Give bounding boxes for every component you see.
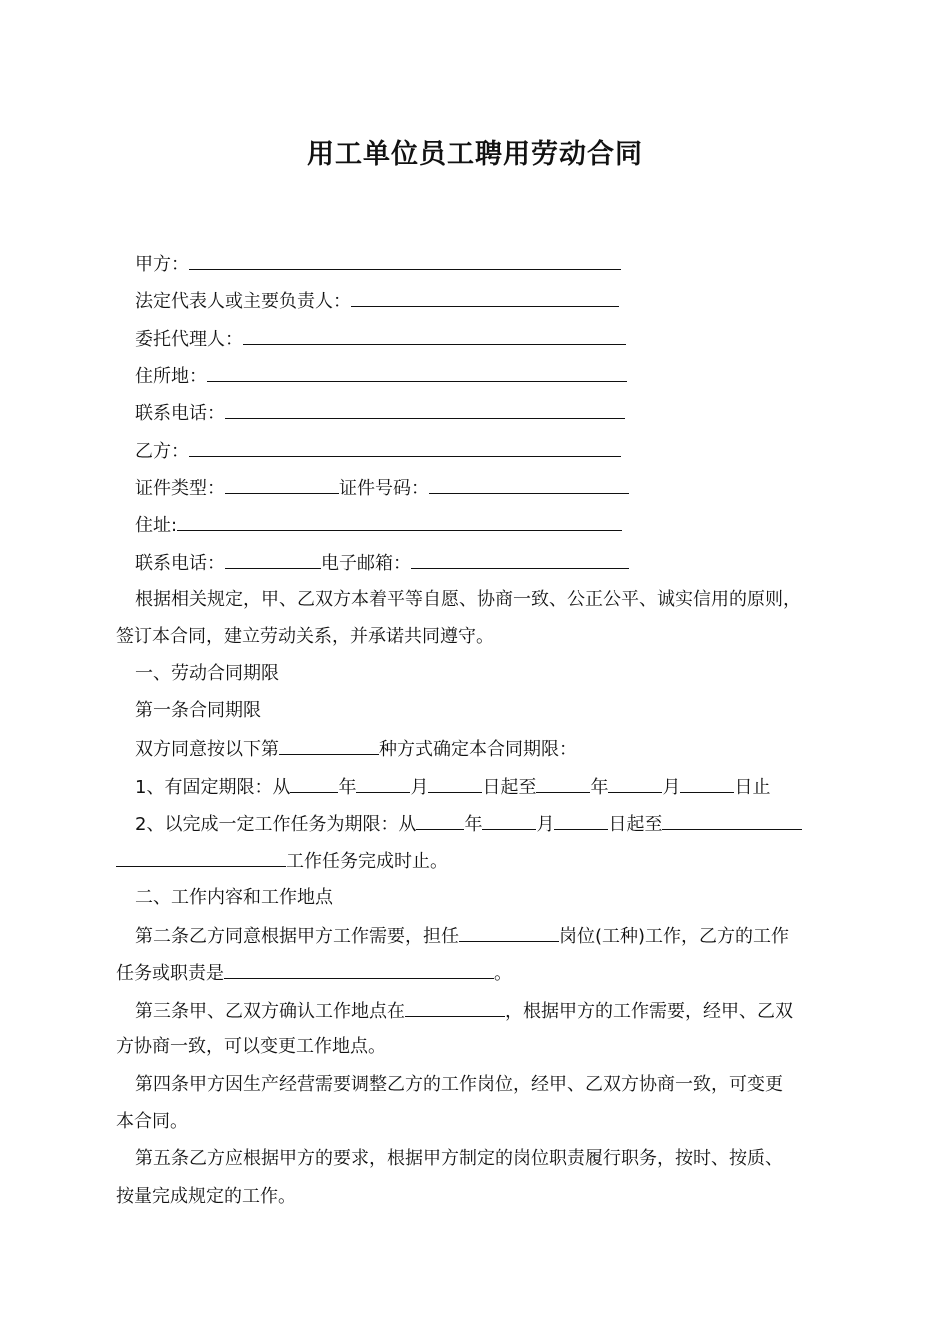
term-method-blank[interactable] [279,736,379,755]
agent-blank[interactable] [243,326,626,345]
party-b-blank[interactable] [189,438,621,457]
workplace-blank[interactable] [405,998,505,1017]
fixed-start-year-label: 年 [338,777,357,798]
fixed-start-year-blank[interactable] [290,774,338,793]
duties-blank[interactable] [224,960,494,979]
id-type-label: 证件类型： [135,478,225,499]
legal-rep-line [135,288,619,314]
article2-line2-suffix: 。 [494,963,512,984]
term-method-suffix: 种方式确定本合同期限： [379,739,577,760]
task-start-day-blank[interactable] [554,811,608,830]
party-b-contact-line [135,550,629,576]
id-number-blank[interactable] [429,475,629,494]
fixed-term-prefix: 1、有固定期限：从 [135,777,291,798]
fixed-end-year-label: 年 [590,777,609,798]
party-a-address-blank[interactable] [207,363,627,382]
party-b-phone-blank[interactable] [225,550,321,569]
article4-line-2: 本合同。 [116,1111,188,1132]
article2-middle: 岗位(工种)工作，乙方的工作 [559,926,790,947]
article2-line-1 [135,923,789,949]
article2-line-2 [116,960,512,986]
article2-line2-prefix: 任务或职责是 [116,963,224,984]
party-b-label: 乙方： [135,441,189,462]
id-number-label: 证件号码： [339,478,429,499]
party-a-address-line [135,363,627,389]
fixed-end-month-label: 月 [662,777,681,798]
party-b-address-blank[interactable] [177,512,622,531]
task-term-prefix: 2、以完成一定工作任务为期限：从 [135,814,417,835]
task-start-month-blank[interactable] [482,811,536,830]
email-label: 电子邮箱： [321,553,411,574]
task-start-year-blank[interactable] [416,811,464,830]
preamble-line-1: 根据相关规定，甲、乙双方本着平等自愿、协商一致、公正公平、诚实信用的原则， [135,589,801,610]
preamble-line-2: 签订本合同，建立劳动关系，并承诺共同遵守。 [116,626,494,647]
party-a-line [135,251,621,277]
party-a-address-label: 住所地： [135,366,207,387]
article5-line-2: 按量完成规定的工作。 [116,1186,296,1207]
id-line [135,475,629,501]
fixed-start-month-blank[interactable] [356,774,410,793]
term-method-line [135,736,577,762]
task-end-blank-1[interactable] [662,811,802,830]
party-a-phone-label: 联系电话： [135,403,225,424]
party-a-phone-line [135,400,625,426]
document-title: 用工单位员工聘用劳动合同 [307,139,643,170]
party-a-blank[interactable] [189,251,621,270]
task-from-day-label: 日起至 [608,814,663,835]
email-blank[interactable] [411,550,629,569]
section1-heading: 一、劳动合同期限 [135,663,279,684]
party-b-line [135,438,621,464]
article1-title: 第一条合同期限 [135,700,261,721]
fixed-start-day-blank[interactable] [428,774,482,793]
article2-prefix: 第二条乙方同意根据甲方工作需要，担任 [135,926,459,947]
task-start-month-label: 月 [536,814,555,835]
party-a-phone-blank[interactable] [225,400,625,419]
party-b-address-line [135,512,622,538]
fixed-end-day-blank[interactable] [680,774,734,793]
task-term-line [135,811,802,837]
fixed-end-year-blank[interactable] [536,774,590,793]
party-b-address-label: 住址: [135,515,178,536]
article4-line-1: 第四条甲方因生产经营需要调整乙方的工作岗位，经甲、乙双方协商一致，可变更 [135,1074,783,1095]
article3-line-2: 方协商一致，可以变更工作地点。 [116,1036,386,1057]
article5-line-1: 第五条乙方应根据甲方的要求，根据甲方制定的岗位职责履行职务，按时、按质、 [135,1148,783,1169]
fixed-from-day-label: 日起至 [482,777,537,798]
agent-line [135,326,626,352]
task-term-line-2 [116,848,448,874]
article3-line-1 [135,998,793,1024]
agent-label: 委托代理人： [135,329,243,350]
fixed-to-day-label: 日止 [734,777,771,798]
party-b-phone-label: 联系电话： [135,553,225,574]
party-a-label: 甲方： [135,254,189,275]
task-start-year-label: 年 [464,814,483,835]
section2-heading: 二、工作内容和工作地点 [135,887,333,908]
id-type-blank[interactable] [225,475,339,494]
fixed-term-line [135,774,770,800]
legal-rep-label: 法定代表人或主要负责人： [135,291,351,312]
article3-suffix: ，根据甲方的工作需要，经甲、乙双 [505,1001,793,1022]
task-term-suffix: 工作任务完成时止。 [286,851,448,872]
fixed-start-month-label: 月 [410,777,429,798]
fixed-end-month-blank[interactable] [608,774,662,793]
position-blank[interactable] [459,923,559,942]
term-method-prefix: 双方同意按以下第 [135,739,279,760]
article3-prefix: 第三条甲、乙双方确认工作地点在 [135,1001,405,1022]
task-end-blank-2[interactable] [116,848,286,867]
legal-rep-blank[interactable] [351,288,619,307]
